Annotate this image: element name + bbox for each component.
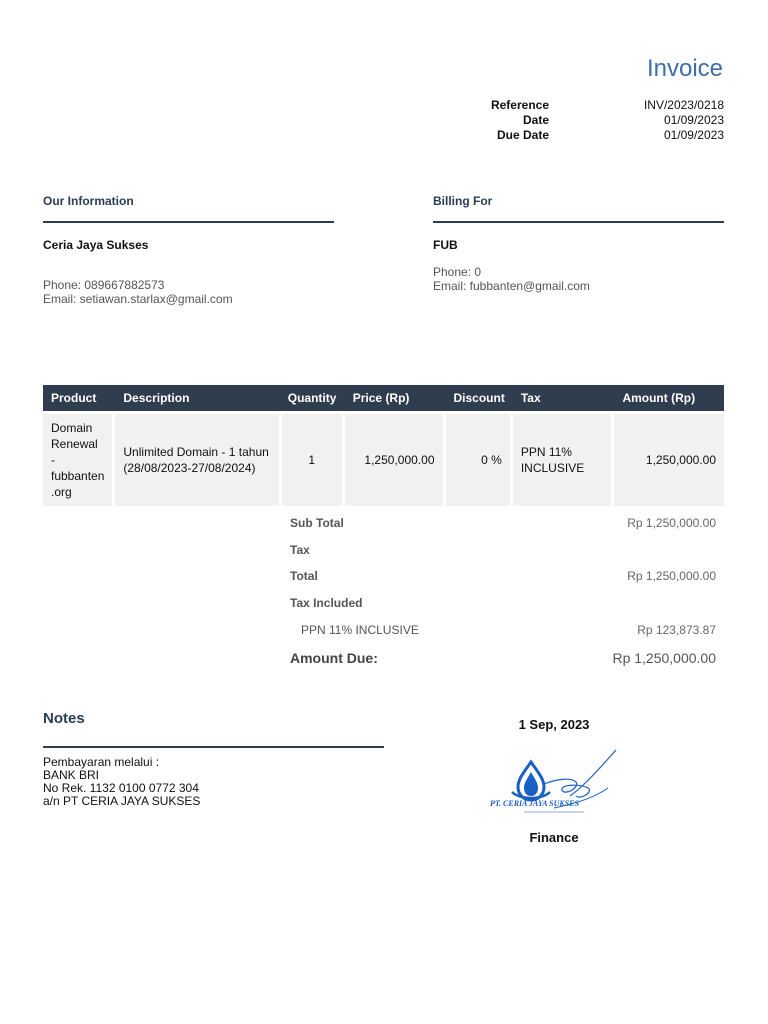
meta-reference [430, 98, 724, 113]
meta-value: 01/09/2023 [663, 128, 724, 142]
tax-line: PPN 11% [520, 445, 572, 459]
cell-discount: 0 % [446, 411, 513, 506]
col-header-product: Product [43, 385, 115, 411]
col-header-price: Price (Rp) [345, 385, 446, 411]
product-line: .org [51, 485, 72, 499]
description-line: Unlimited Domain - 1 tahun [123, 445, 269, 459]
cell-quantity: 1 [282, 411, 345, 506]
amount-due-value: Rp 1,250,000.00 [612, 650, 716, 666]
notes-divider [43, 746, 384, 748]
our-info-heading: Our Information [43, 194, 134, 208]
col-header-amount: Amount (Rp) [614, 385, 724, 411]
note-line: No Rek. 1132 0100 0772 304 [43, 781, 199, 795]
tax-included-value: Rp 123,873.87 [637, 623, 716, 637]
note-line: Pembayaran melalui : [43, 755, 160, 769]
tax-line: INCLUSIVE [520, 461, 585, 475]
table-header-row [43, 385, 724, 411]
meta-label: Reference [490, 98, 549, 112]
cell-description [115, 411, 281, 506]
our-info-phone: Phone: 089667882573 [43, 278, 165, 292]
meta-label: Due Date [496, 128, 549, 142]
cell-amount: 1,250,000.00 [614, 411, 724, 506]
invoice-title: Invoice [646, 55, 723, 82]
tax-included-label: Tax Included [290, 596, 363, 610]
subtotal-label: Sub Total [290, 516, 344, 530]
amount-due-label: Amount Due: [290, 650, 378, 666]
meta-label: Date [522, 113, 549, 127]
meta-value: INV/2023/0218 [643, 98, 724, 112]
product-line: fubbanten [51, 469, 105, 483]
product-line: Domain [51, 421, 93, 435]
cell-tax [513, 411, 615, 506]
signature-role: Finance [529, 830, 579, 845]
col-header-discount: Discount [446, 385, 513, 411]
meta-due-date [430, 128, 724, 143]
billing-divider [433, 221, 724, 223]
col-header-description: Description [115, 385, 281, 411]
tax-label: Tax [290, 543, 310, 557]
cell-product [43, 411, 115, 506]
meta-date [430, 113, 724, 128]
stamp-company-text: PT. CERIA JAYA SUKSES [490, 799, 579, 808]
subtotal-value: Rp 1,250,000.00 [627, 516, 716, 530]
note-line: a/n PT CERIA JAYA SUKSES [43, 794, 201, 808]
table-row [43, 411, 724, 506]
total-value: Rp 1,250,000.00 [627, 569, 716, 583]
items-table [43, 385, 724, 506]
meta-value: 01/09/2023 [663, 113, 724, 127]
billing-name: FUB [433, 238, 458, 252]
cell-price: 1,250,000.00 [345, 411, 446, 506]
total-label: Total [290, 569, 318, 583]
col-header-tax: Tax [513, 385, 615, 411]
billing-heading: Billing For [433, 194, 493, 208]
notes-title: Notes [43, 710, 85, 727]
our-info-divider [43, 221, 334, 223]
billing-email: Email: fubbanten@gmail.com [433, 279, 590, 293]
signature-date: 1 Sep, 2023 [518, 717, 590, 732]
product-line: Renewal - [51, 437, 98, 467]
billing-phone: Phone: 0 [433, 265, 482, 279]
our-info-email: Email: setiawan.starlax@gmail.com [43, 292, 233, 306]
description-line: (28/08/2023-27/08/2024) [123, 461, 256, 475]
our-info-name: Ceria Jaya Sukses [43, 238, 149, 252]
col-header-quantity: Quantity [282, 385, 345, 411]
note-line: BANK BRI [43, 768, 100, 782]
tax-included-item: PPN 11% INCLUSIVE [301, 623, 419, 637]
stamp-logo-icon [512, 762, 550, 800]
company-stamp-signature [484, 748, 624, 818]
